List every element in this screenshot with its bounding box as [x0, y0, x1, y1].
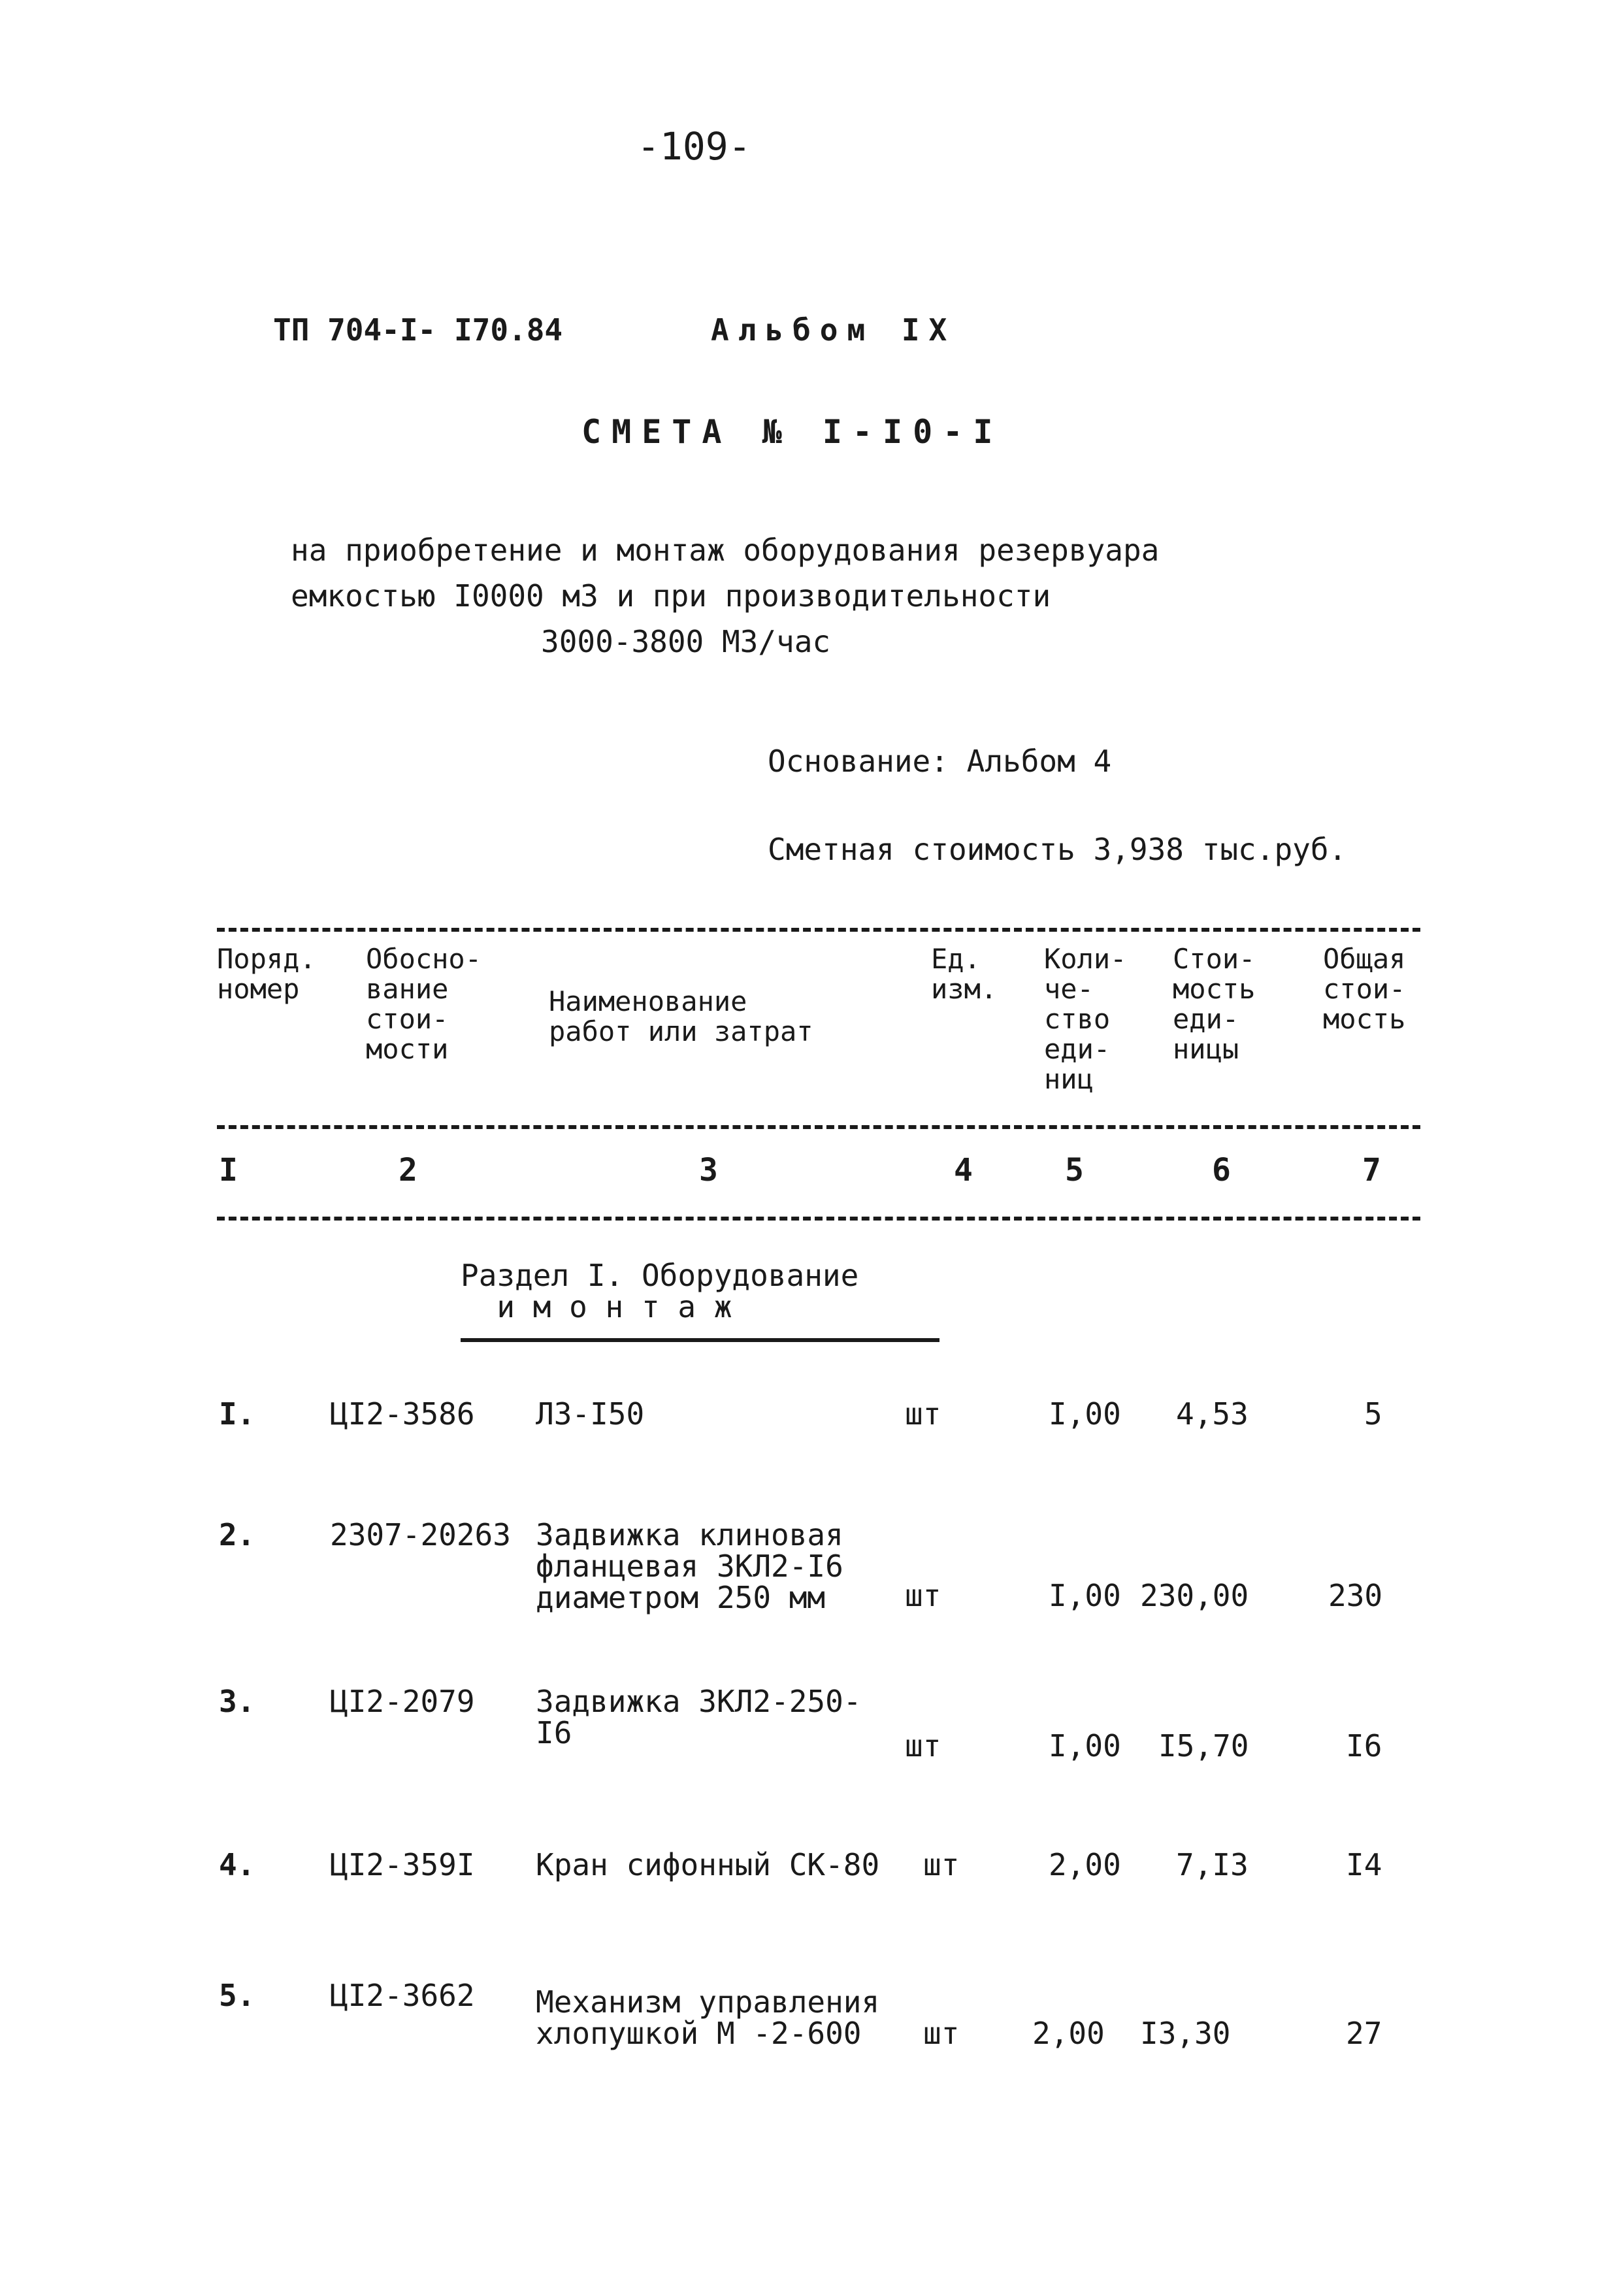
row-unit-price: 7,I3	[1176, 1847, 1249, 1882]
row-unit-price: 4,53	[1176, 1396, 1249, 1432]
section-underline	[461, 1338, 939, 1342]
row-total: 230	[1328, 1578, 1383, 1613]
column-number-2: 2	[399, 1152, 417, 1189]
row-basis: ЦI2-3586	[330, 1396, 475, 1432]
row-number: 4.	[219, 1847, 255, 1882]
row-unit: шт	[905, 1578, 941, 1613]
row-unit: шт	[923, 2016, 960, 2051]
row-quantity: 2,00	[1049, 1847, 1121, 1882]
page-number: -109-	[637, 124, 751, 169]
row-total: I6	[1346, 1728, 1382, 1763]
description-line-2: емкостью I0000 м3 и при производительности	[291, 578, 1051, 614]
row-total: 27	[1346, 2016, 1382, 2051]
row-unit: шт	[905, 1396, 941, 1432]
row-quantity: I,00	[1049, 1578, 1121, 1613]
row-total: I4	[1346, 1847, 1382, 1882]
header-unit-price: Стои- мость еди- ницы	[1173, 943, 1256, 1065]
description-line-1: на приобретение и монтаж оборудования резервуара	[291, 533, 1160, 568]
header-total-cost: Общая стои- мость	[1323, 943, 1406, 1035]
section-title: Раздел I. Оборудование и м о н т а ж	[461, 1258, 859, 1324]
header-unit: Ед. изм.	[931, 943, 998, 1005]
column-numbers-rule	[217, 1217, 1420, 1221]
header-bottom-rule	[217, 1125, 1420, 1129]
column-number-4: 4	[954, 1152, 973, 1189]
row-total: 5	[1364, 1396, 1382, 1432]
header-order-number: Поряд. номер	[217, 943, 316, 1005]
row-basis: ЦI2-2079	[330, 1684, 475, 1719]
row-number: 3.	[219, 1684, 255, 1719]
table-top-rule	[217, 928, 1420, 932]
row-name: Задвижка ЗКЛ2-250- I6	[536, 1684, 862, 1750]
row-unit: шт	[923, 1847, 960, 1882]
row-basis: ЦI2-3662	[330, 1978, 475, 2013]
row-unit-price: I3,30	[1140, 2016, 1231, 2051]
estimated-cost-line: Сметная стоимость 3,938 тыс.руб.	[768, 832, 1347, 867]
header-quantity: Коли- че- ство еди- ниц	[1044, 943, 1127, 1095]
header-work-name: Наименование работ или затрат	[549, 985, 813, 1047]
document-code: ТП 704-I- I70.84	[273, 312, 563, 348]
row-number: 2.	[219, 1517, 255, 1552]
row-unit: шт	[905, 1728, 941, 1763]
description-line-3: 3000-3800 М3/час	[541, 624, 831, 659]
row-number: 5.	[219, 1978, 255, 2013]
column-number-7: 7	[1362, 1152, 1381, 1189]
basis-line: Основание: Альбом 4	[768, 744, 1112, 779]
row-unit-price: I5,70	[1158, 1728, 1249, 1763]
header-cost-basis: Обосно- вание стои- мости	[366, 943, 482, 1065]
row-quantity: I,00	[1049, 1728, 1121, 1763]
row-quantity: I,00	[1049, 1396, 1121, 1432]
row-name: Механизм управления хлопушкой М -2-600	[536, 1984, 880, 2051]
row-quantity: 2,00	[1032, 2016, 1105, 2051]
row-basis: ЦI2-359I	[330, 1847, 475, 1882]
column-number-6: 6	[1212, 1152, 1231, 1189]
column-number-1: I	[219, 1152, 238, 1189]
column-number-3: 3	[699, 1152, 718, 1189]
row-basis: 2307-20263	[330, 1517, 511, 1552]
row-name: Задвижка клиновая фланцевая ЗКЛ2-I6 диаметром 250 мм	[536, 1517, 843, 1615]
row-name: ЛЗ-I50	[536, 1396, 645, 1432]
album-label: Альбом IX	[711, 312, 956, 348]
column-number-5: 5	[1065, 1152, 1084, 1189]
document-title: СМЕТА № I-I0-I	[581, 413, 1004, 451]
row-name: Кран сифонный СК-80	[536, 1847, 880, 1882]
row-unit-price: 230,00	[1140, 1578, 1249, 1613]
row-number: I.	[219, 1396, 255, 1432]
